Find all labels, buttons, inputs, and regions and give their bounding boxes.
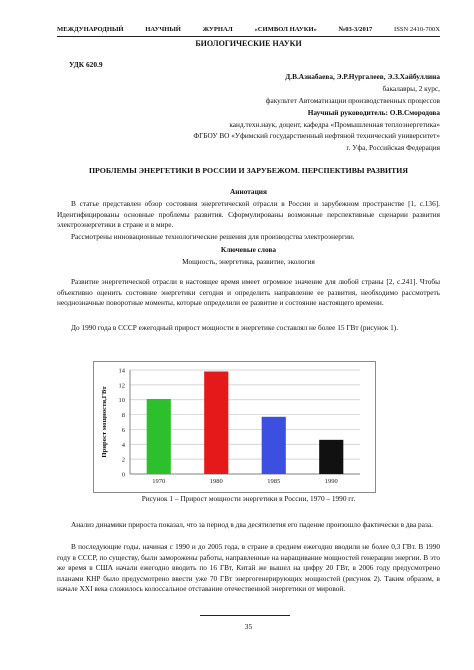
y-tick-label: 4	[121, 441, 125, 449]
x-tick-label: 1990	[324, 478, 338, 485]
header-issue: №03-3/2017	[338, 26, 373, 33]
footer-rule	[200, 615, 290, 616]
body-paragraph: Развитие энергетической отрасли в настоящее время имеет огромное значение для любой страны [2, с.241]. Чтобы объективно оценить состояние энергетики сегодня и определить направление ее развития, необходимо рассмотреть неоднозначные поворотные моменты, которые определили ее развитие и состояние настоящего времени.	[57, 277, 440, 308]
bar-chart-svg	[94, 362, 375, 492]
y-tick-label: 6	[121, 426, 125, 434]
y-tick-label: 2	[121, 456, 125, 464]
city: г. Уфа, Российская Федерация	[346, 143, 440, 152]
university: ФГБОУ ВО «Уфимский государственный нефтяной технический университет»	[193, 131, 440, 140]
authors: Д.В.Азнабаева, Э.Р.Нургалеев, Э.З.Хайбуллина	[285, 72, 440, 81]
figure-1-chart	[93, 361, 376, 493]
running-header	[57, 26, 440, 33]
x-tick-label: 1985	[267, 478, 281, 485]
body-paragraph: До 1990 года в СССР ежегодный прирост мощности в энергетике составлял не более 15 ГВт (рисунок 1).	[71, 323, 399, 332]
x-tick-label: 1980	[209, 478, 223, 485]
bar	[319, 440, 343, 474]
author-status: бакалавры, 2 курс,	[382, 84, 440, 93]
abstract-paragraph: В статье представлен обзор состояния энергетической отрасли в России и зарубежном пространстве [1, с.136]. Идентифицированы основные проблемы развития. Сформулированы возможные перспективные сценарии развития электроэнергетики в стране и в мире.	[57, 199, 440, 230]
udk-code: УДК 620.9	[69, 60, 103, 69]
page-number: 35	[244, 622, 253, 631]
header-word: МЕЖДУНАРОДНЫЙ	[57, 26, 124, 33]
section-title: БИОЛОГИЧЕСКИЕ НАУКИ	[195, 39, 302, 48]
header-issn: ISSN 2410-700Х	[394, 26, 440, 33]
keywords: Мощность, энергетика, развитие, экология	[182, 257, 315, 266]
bar	[147, 399, 171, 474]
article-title: ПРОБЛЕМЫ ЭНЕРГЕТИКИ В РОССИИ И ЗАРУБЕЖОМ. ПЕРСПЕКТИВЫ РАЗВИТИЯ	[88, 166, 409, 175]
supervisor: Научный руководитель: О.В.Смородова	[307, 108, 440, 117]
header-word: НАУЧНЫЙ	[145, 26, 181, 33]
y-axis-title: Прирост мощности,ГВт	[101, 386, 108, 458]
y-tick-label: 14	[118, 367, 125, 375]
faculty: факультет Автоматизации производственных процессов	[265, 96, 440, 105]
y-tick-label: 12	[118, 382, 125, 390]
keywords-heading: Ключевые слова	[220, 245, 277, 254]
abstract-heading: Аннотация	[230, 187, 267, 196]
y-tick-label: 8	[121, 412, 125, 420]
supervisor-title: канд.техн.наук, доцент, кафедра «Промышленная теплоэнергетика»	[229, 120, 440, 129]
body-paragraph: Анализ динамики прироста показал, что за период в два десятилетия его падение произошло фактически в два раза.	[71, 520, 433, 529]
header-word: «СИМВОЛ НАУКИ»	[254, 26, 317, 33]
y-tick-label: 0	[121, 471, 125, 479]
body-paragraph: В последующие годы, начиная с 1990 и до 2005 года, в стране в среднем ежегодно вводили не более 0,3 ГВт. В 1990 году в СССР, по существу, были заморожены работы, направленные на наращивание мощностей генерации энергии. В это же время в США начали ежегодно вводить по 16 ГВт, Китай же вышел на цифру 20 ГВт, в 2006 году предусмотрено планами КНР было предусмотрено ввести уже 70 ГВт энергогенерирующих мощностей (рисунок 2). Таким образом, в начале XXI века сложилось колоссальное отставание отечественной энергетики от мировой.	[57, 542, 440, 594]
bar	[204, 371, 228, 474]
header-word: ЖУРНАЛ	[202, 26, 233, 33]
y-tick-label: 10	[118, 397, 125, 405]
figure-caption: Рисунок 1 – Прирост мощности энергетики в России, 1970 – 1990 гг.	[141, 494, 356, 503]
header-rule	[57, 36, 440, 37]
x-tick-label: 1970	[152, 478, 166, 485]
bar	[262, 417, 286, 474]
abstract-paragraph: Рассмотрены инновационные технологические решения для производства электроэнергии.	[71, 232, 355, 241]
